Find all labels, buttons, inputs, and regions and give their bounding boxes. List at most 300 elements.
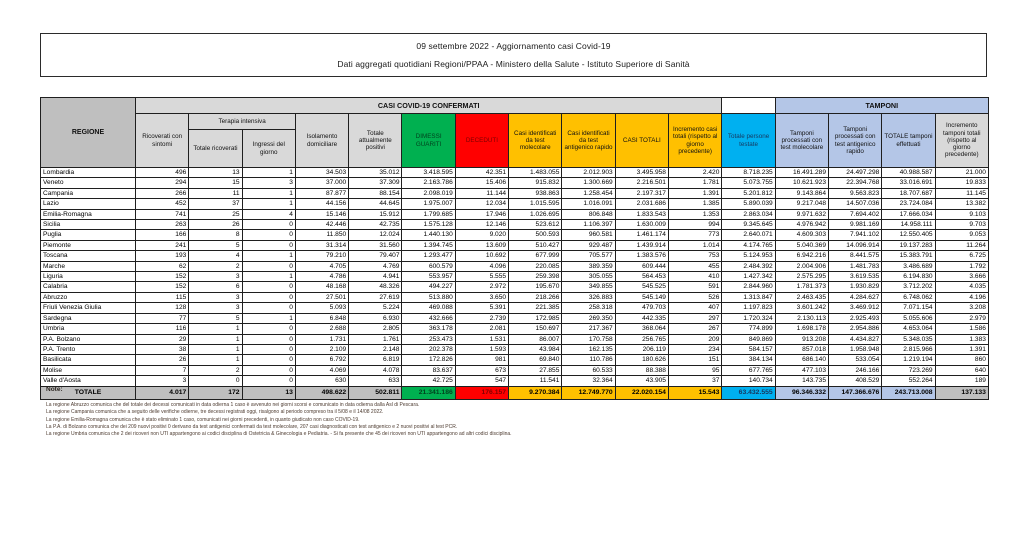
table-row	[41, 230, 989, 240]
value-cell: 9.270.384	[509, 386, 562, 399]
value-cell: 9.217.048	[775, 199, 828, 209]
value-cell: 2.031.686	[615, 199, 668, 209]
value-cell: 11.850	[295, 230, 348, 240]
note-line: La P.A. di Bolzano comunica che dei 209 nuovi positivi 0 derivano da test antigenici confermati da test molecolare, 207 casi diagnosticati con test antigenico e 2 nuovi positivi al test PCR.	[46, 423, 458, 430]
value-cell: 4.096	[455, 261, 508, 271]
value-cell: 4.078	[349, 365, 402, 375]
value-cell: 10.692	[455, 251, 508, 261]
value-cell: 86.007	[509, 334, 562, 344]
value-cell: 12.749.770	[562, 386, 615, 399]
value-cell: 469.088	[402, 303, 455, 313]
header-totale-tamponi: TOTALE tamponi effettuati	[882, 114, 935, 168]
value-cell: 143.735	[775, 376, 828, 386]
value-cell: 0	[242, 240, 295, 250]
value-cell: 5.093	[295, 303, 348, 313]
value-cell: 723.269	[882, 365, 935, 375]
value-cell: 13.609	[455, 240, 508, 250]
value-cell: 523.612	[509, 220, 562, 230]
value-cell: 34.503	[295, 168, 348, 178]
value-cell: 96.346.332	[775, 386, 828, 399]
value-cell: 600.579	[402, 261, 455, 271]
value-cell: 1	[242, 272, 295, 282]
value-cell: 202.378	[402, 344, 455, 354]
region-name-cell: Campania	[41, 188, 136, 198]
region-name-cell: Toscana	[41, 251, 136, 261]
value-cell: 6	[189, 282, 242, 292]
value-cell: 4.941	[349, 272, 402, 282]
value-cell: 128	[136, 303, 189, 313]
value-cell: 11.264	[935, 240, 988, 250]
value-cell: 363.178	[402, 324, 455, 334]
value-cell: 2	[189, 365, 242, 375]
value-cell: 1	[189, 344, 242, 354]
value-cell: 37.309	[349, 178, 402, 188]
value-cell: 21.000	[935, 168, 988, 178]
table-row	[41, 355, 989, 365]
region-name-cell: Basilicata	[41, 355, 136, 365]
value-cell: 913.208	[775, 334, 828, 344]
value-cell: 0	[242, 220, 295, 230]
value-cell: 243.713.008	[882, 386, 935, 399]
value-cell: 6.942.216	[775, 251, 828, 261]
value-cell: 1.383	[935, 334, 988, 344]
value-cell: 455	[668, 261, 721, 271]
value-cell: 69.840	[509, 355, 562, 365]
value-cell: 526	[668, 292, 721, 302]
value-cell: 960.581	[562, 230, 615, 240]
value-cell: 6.848	[295, 313, 348, 323]
value-cell: 4.769	[349, 261, 402, 271]
value-cell: 3.712.202	[882, 282, 935, 292]
value-cell: 44.645	[349, 199, 402, 209]
value-cell: 79.407	[349, 251, 402, 261]
value-cell: 1.440.130	[402, 230, 455, 240]
value-cell: 513.880	[402, 292, 455, 302]
value-cell: 11.541	[509, 376, 562, 386]
covid-table-wrapper	[40, 97, 988, 400]
value-cell: 500.593	[509, 230, 562, 240]
value-cell: 2.197.317	[615, 188, 668, 198]
report-subtitle: Dati aggregati quotidiani Regioni/PPAA - Ministero della Salute - Istituto Superiore di Sanità	[337, 58, 690, 69]
value-cell: 3.208	[935, 303, 988, 313]
value-cell: 15.383.791	[882, 251, 935, 261]
value-cell: 4.434.827	[829, 334, 882, 344]
value-cell: 8.441.575	[829, 251, 882, 261]
value-cell: 11.145	[935, 188, 988, 198]
value-cell: 545.525	[615, 282, 668, 292]
value-cell: 29	[136, 334, 189, 344]
value-cell: 741	[136, 209, 189, 219]
value-cell: 18.707.687	[882, 188, 935, 198]
header-incremento-casi: Incremento casi totali (rispetto al giorno precedente)	[668, 114, 721, 168]
value-cell: 1.394.745	[402, 240, 455, 250]
value-cell: 4.284.627	[829, 292, 882, 302]
value-cell: 5	[189, 313, 242, 323]
notes-lines	[46, 402, 976, 438]
value-cell: 2.925.493	[829, 313, 882, 323]
value-cell: 1.219.194	[882, 355, 935, 365]
value-cell: 110.786	[562, 355, 615, 365]
table-row	[41, 220, 989, 230]
value-cell: 40.988.587	[882, 168, 935, 178]
value-cell: 27.619	[349, 292, 402, 302]
value-cell: 753	[668, 251, 721, 261]
notes-section	[46, 386, 976, 438]
value-cell: 189	[935, 376, 988, 386]
value-cell: 915.832	[509, 178, 562, 188]
value-cell: 6.725	[935, 251, 988, 261]
header-dimessi-guariti: DIMESSI GUARITI	[402, 114, 455, 168]
value-cell: 389.359	[562, 261, 615, 271]
value-cell: 11.144	[455, 188, 508, 198]
header-incremento-tamponi: Incremento tamponi totali (rispetto al giorno precedente)	[935, 114, 988, 168]
value-cell: 2.972	[455, 282, 508, 292]
value-cell: 0	[242, 230, 295, 240]
value-cell: 6.194.830	[882, 272, 935, 282]
value-cell: 7	[136, 365, 189, 375]
value-cell: 2.815.966	[882, 344, 935, 354]
value-cell: 545.149	[615, 292, 668, 302]
value-cell: 410	[668, 272, 721, 282]
table-row	[41, 313, 989, 323]
value-cell: 591	[668, 282, 721, 292]
value-cell: 9.981.169	[829, 220, 882, 230]
header-deceduti: DECEDUTI	[455, 114, 508, 168]
value-cell: 9.971.632	[775, 209, 828, 219]
value-cell: 3.418.595	[402, 168, 455, 178]
value-cell: 633	[349, 376, 402, 386]
value-cell: 502.811	[349, 386, 402, 399]
value-cell: 16.491.289	[775, 168, 828, 178]
value-cell: 3.650	[455, 292, 508, 302]
value-cell: 5.348.035	[882, 334, 935, 344]
value-cell: 2.012.903	[562, 168, 615, 178]
value-cell: 9.345.645	[722, 220, 775, 230]
value-cell: 79.210	[295, 251, 348, 261]
value-cell: 180.626	[615, 355, 668, 365]
value-cell: 2.109	[295, 344, 348, 354]
value-cell: 3.619.535	[829, 272, 882, 282]
region-name-cell: Liguria	[41, 272, 136, 282]
value-cell: 137.133	[935, 386, 988, 399]
value-cell: 773	[668, 230, 721, 240]
value-cell: 584.157	[722, 344, 775, 354]
value-cell: 326.883	[562, 292, 615, 302]
value-cell: 5.391	[455, 303, 508, 313]
value-cell: 553.957	[402, 272, 455, 282]
table-row	[41, 324, 989, 334]
region-name-cell: P.A. Trento	[41, 344, 136, 354]
value-cell: 297	[668, 313, 721, 323]
value-cell: 2.575.295	[775, 272, 828, 282]
value-cell: 9.020	[455, 230, 508, 240]
value-cell: 151	[668, 355, 721, 365]
value-cell: 253.473	[402, 334, 455, 344]
value-cell: 552.264	[882, 376, 935, 386]
region-name-cell: Piemonte	[41, 240, 136, 250]
value-cell: 1.391	[935, 344, 988, 354]
value-cell: 221.385	[509, 303, 562, 313]
value-cell: 2.863.034	[722, 209, 775, 219]
value-cell: 3.666	[935, 272, 988, 282]
value-cell: 6.792	[295, 355, 348, 365]
value-cell: 1.761	[349, 334, 402, 344]
value-cell: 1	[242, 188, 295, 198]
value-cell: 686.140	[775, 355, 828, 365]
value-cell: 9.703	[935, 220, 988, 230]
value-cell: 1.439.914	[615, 240, 668, 250]
header-tamponi-antigenico: Tamponi processati con test antigenico rapido	[829, 114, 882, 168]
value-cell: 1	[242, 168, 295, 178]
value-cell: 2.081	[455, 324, 508, 334]
value-cell: 3	[189, 292, 242, 302]
header-casi-test-molecolare: Casi identificati da test molecolare	[509, 114, 562, 168]
value-cell: 35.012	[349, 168, 402, 178]
value-cell: 0	[242, 282, 295, 292]
value-cell: 0	[242, 365, 295, 375]
table-row	[41, 376, 989, 386]
value-cell: 0	[189, 376, 242, 386]
value-cell: 140.734	[722, 376, 775, 386]
value-cell: 60.533	[562, 365, 615, 375]
notes-label: Note:	[46, 386, 63, 393]
value-cell: 4.017	[136, 386, 189, 399]
value-cell: 25	[189, 209, 242, 219]
value-cell: 2.640.071	[722, 230, 775, 240]
value-cell: 494.227	[402, 282, 455, 292]
value-cell: 2.688	[295, 324, 348, 334]
value-cell: 677.999	[509, 251, 562, 261]
table-row	[41, 365, 989, 375]
value-cell: 4.976.942	[775, 220, 828, 230]
header-persone-testate: Totale persone testate	[722, 114, 775, 168]
region-name-cell: Abruzzo	[41, 292, 136, 302]
table-row	[41, 240, 989, 250]
value-cell: 83.637	[402, 365, 455, 375]
value-cell: 7.694.402	[829, 209, 882, 219]
value-cell: 349.855	[562, 282, 615, 292]
value-cell: 15.406	[455, 178, 508, 188]
value-cell: 0	[242, 376, 295, 386]
region-name-cell: Lazio	[41, 199, 136, 209]
region-name-cell: Sardegna	[41, 313, 136, 323]
value-cell: 452	[136, 199, 189, 209]
value-cell: 42.725	[402, 376, 455, 386]
value-cell: 11	[189, 188, 242, 198]
value-cell: 929.487	[562, 240, 615, 250]
value-cell: 77	[136, 313, 189, 323]
value-cell: 8.718.235	[722, 168, 775, 178]
value-cell: 241	[136, 240, 189, 250]
value-cell: 9.053	[935, 230, 988, 240]
value-cell: 14.958.111	[882, 220, 935, 230]
value-cell: 5.055.606	[882, 313, 935, 323]
value-cell: 12.146	[455, 220, 508, 230]
value-cell: 0	[242, 334, 295, 344]
region-name-cell: Sicilia	[41, 220, 136, 230]
table-row	[41, 199, 989, 209]
value-cell: 267	[668, 324, 721, 334]
table-row	[41, 292, 989, 302]
note-line: La regione Abruzzo comunica che del totale dei decessi comunicati in data odierna 1 caso è avvenuto nei giorni scorsi e comunicato in data odierna dalla Asl di Pescara.	[46, 402, 420, 408]
value-cell: 195.670	[509, 282, 562, 292]
header-regione: REGIONE	[41, 98, 136, 168]
value-cell: 5.040.369	[775, 240, 828, 250]
value-cell: 0	[242, 292, 295, 302]
value-cell: 609.444	[615, 261, 668, 271]
value-cell: 857.018	[775, 344, 828, 354]
value-cell: 32.364	[562, 376, 615, 386]
value-cell: 673	[455, 365, 508, 375]
value-cell: 23.724.084	[882, 199, 935, 209]
report-date-title: 09 settembre 2022 - Aggiornamento casi Covid-19	[416, 41, 611, 52]
value-cell: 1	[242, 199, 295, 209]
value-cell: 1.461.174	[615, 230, 668, 240]
table-row	[41, 251, 989, 261]
header-band-tamponi: TAMPONI	[775, 98, 988, 114]
value-cell: 1.313.847	[722, 292, 775, 302]
value-cell: 19.833	[935, 178, 988, 188]
value-cell: 3.469.912	[829, 303, 882, 313]
value-cell: 162.135	[562, 344, 615, 354]
value-cell: 705.577	[562, 251, 615, 261]
value-cell: 1.197.823	[722, 303, 775, 313]
value-cell: 2.163.786	[402, 178, 455, 188]
value-cell: 1.720.324	[722, 313, 775, 323]
value-cell: 2.463.435	[775, 292, 828, 302]
value-cell: 1.792	[935, 261, 988, 271]
value-cell: 234	[668, 344, 721, 354]
value-cell: 63.432.555	[722, 386, 775, 399]
value-cell: 408.529	[829, 376, 882, 386]
value-cell: 7.071.154	[882, 303, 935, 313]
value-cell: 1.015.595	[509, 199, 562, 209]
table-row	[41, 334, 989, 344]
value-cell: 42.446	[295, 220, 348, 230]
value-cell: 1.300.669	[562, 178, 615, 188]
region-name-cell: Friuli Venezia Giulia	[41, 303, 136, 313]
value-cell: 0	[242, 261, 295, 271]
value-cell: 22.020.154	[615, 386, 668, 399]
value-cell: 1.593	[455, 344, 508, 354]
header-band-casi-confermati: CASI COVID-19 CONFERMATI	[136, 98, 722, 114]
value-cell: 220.085	[509, 261, 562, 271]
value-cell: 17.666.034	[882, 209, 935, 219]
value-cell: 4	[242, 209, 295, 219]
table-row	[41, 209, 989, 219]
value-cell: 9.563.823	[829, 188, 882, 198]
region-name-cell: Puglia	[41, 230, 136, 240]
value-cell: 860	[935, 355, 988, 365]
header-totale-ricoverati: Totale ricoverati	[189, 130, 242, 168]
value-cell: 806.848	[562, 209, 615, 219]
value-cell: 10.621.923	[775, 178, 828, 188]
value-cell: 4.653.064	[882, 324, 935, 334]
value-cell: 0	[242, 355, 295, 365]
value-cell: 2.844.960	[722, 282, 775, 292]
value-cell: 7.941.102	[829, 230, 882, 240]
value-cell: 1.799.685	[402, 209, 455, 219]
value-cell: 1.975.007	[402, 199, 455, 209]
value-cell: 13.382	[935, 199, 988, 209]
value-cell: 258.318	[562, 303, 615, 313]
region-name-cell: Veneto	[41, 178, 136, 188]
value-cell: 193	[136, 251, 189, 261]
value-cell: 1.575.128	[402, 220, 455, 230]
value-cell: 218.266	[509, 292, 562, 302]
value-cell: 170.758	[562, 334, 615, 344]
value-cell: 14.096.914	[829, 240, 882, 250]
value-cell: 1	[242, 313, 295, 323]
value-cell: 1.014	[668, 240, 721, 250]
value-cell: 150.697	[509, 324, 562, 334]
value-cell: 2.420	[668, 168, 721, 178]
table-row	[41, 261, 989, 271]
value-cell: 152	[136, 282, 189, 292]
value-cell: 44.156	[295, 199, 348, 209]
value-cell: 442.335	[615, 313, 668, 323]
value-cell: 37.000	[295, 178, 348, 188]
value-cell: 1.586	[935, 324, 988, 334]
value-cell: 42.351	[455, 168, 508, 178]
note-line: La regione Emilia-Romagna comunica che è stato eliminato 1 caso, comunicati nei giorni precedenti, in quanto giudicato non caso COVID-19.	[46, 416, 360, 423]
value-cell: 43.905	[615, 376, 668, 386]
value-cell: 305.055	[562, 272, 615, 282]
table-row	[41, 168, 989, 178]
value-cell: 1.258.454	[562, 188, 615, 198]
value-cell: 5.890.039	[722, 199, 775, 209]
value-cell: 9.103	[935, 209, 988, 219]
value-cell: 3	[136, 376, 189, 386]
value-cell: 33.016.691	[882, 178, 935, 188]
table-row	[41, 303, 989, 313]
value-cell: 2.979	[935, 313, 988, 323]
value-cell: 116	[136, 324, 189, 334]
value-cell: 677.765	[722, 365, 775, 375]
value-cell: 1.531	[455, 334, 508, 344]
value-cell: 1	[242, 251, 295, 261]
value-cell: 2.148	[349, 344, 402, 354]
value-cell: 26	[189, 220, 242, 230]
value-cell: 9.143.864	[775, 188, 828, 198]
table-row	[41, 272, 989, 282]
value-cell: 42.735	[349, 220, 402, 230]
value-cell: 1.016.091	[562, 199, 615, 209]
value-cell: 938.863	[509, 188, 562, 198]
value-cell: 87.877	[295, 188, 348, 198]
value-cell: 5.224	[349, 303, 402, 313]
value-cell: 3.601.242	[775, 303, 828, 313]
value-cell: 0	[242, 344, 295, 354]
value-cell: 1	[189, 334, 242, 344]
value-cell: 2	[189, 261, 242, 271]
header-tamponi-molecolare: Tamponi processati con test molecolare	[775, 114, 828, 168]
value-cell: 1.385	[668, 199, 721, 209]
value-cell: 209	[668, 334, 721, 344]
value-cell: 14.507.036	[829, 199, 882, 209]
value-cell: 6.819	[349, 355, 402, 365]
value-cell: 479.703	[615, 303, 668, 313]
value-cell: 15.543	[668, 386, 721, 399]
value-cell: 38	[136, 344, 189, 354]
value-cell: 2.130.113	[775, 313, 828, 323]
value-cell: 22.394.768	[829, 178, 882, 188]
value-cell: 2.004.906	[775, 261, 828, 271]
value-cell: 259.398	[509, 272, 562, 282]
value-cell: 1.698.178	[775, 324, 828, 334]
value-cell: 4.174.765	[722, 240, 775, 250]
value-cell: 1.630.009	[615, 220, 668, 230]
